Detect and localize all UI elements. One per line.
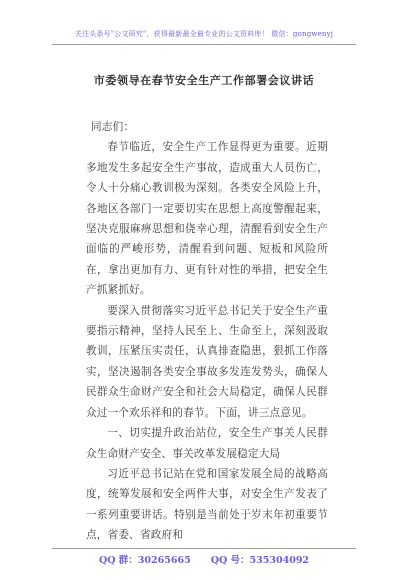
footer-qq-group: QQ 群：30265665 (98, 555, 191, 566)
greeting: 同志们： (91, 121, 135, 133)
paragraph-3: 习近平总书记站在党和国家发展全局的战略高度，统筹发展和安全两件大事，对安全生产发表了一系列重要讲话。特别是当前处于岁末年初重要节点，省委、省政府和 (86, 467, 328, 542)
paragraph-2: 要深入贯彻落实习近平总书记关于安全生产重要指示精神，坚持人民至上、生命至上，深刻汲取教训，压紧压实责任，认真排查隐患，狠抓工作落实，坚决遏制各类安全事故多发连发势头，确保人民群众生命财产安全和社会大局稳定，确保人民群众过一个欢乐祥和的春节。下面，讲三点意见。 (86, 304, 328, 419)
document-body (86, 117, 328, 546)
document-title: 市委领导在春节安全生产工作部署会议讲话 (93, 74, 315, 87)
header-promo-text: 关注头条号"公文研究"，获得最新最全最专业的公文资料库！ 微信：gongwenyj (74, 30, 334, 38)
header-divider (52, 44, 356, 45)
paragraph-1: 春节临近，安全生产工作显得更为重要。近期多地发生多起安全生产事故，造成重大人员伤亡，令人十分痛心教训极为深刻。各类安全风险上升，各地区各部门一定要切实在思想上高度警醒起来，坚决克服麻痹思想和侥幸心理，清醒看到安全生产面临的严峻形势，清醒看到问题、短板和风险所在，拿出更加有力、更有针对性的举措，把安全生产抓紧抓好。 (86, 141, 328, 297)
footer-contact (0, 552, 408, 566)
footer-divider (52, 548, 356, 549)
section-heading-1: 一、切实提升政治站位，安全生产事关人民群众生命财产安全、事关改革发展稳定大局 (86, 427, 328, 460)
footer-qq-number: QQ 号：535304092 (210, 555, 310, 566)
